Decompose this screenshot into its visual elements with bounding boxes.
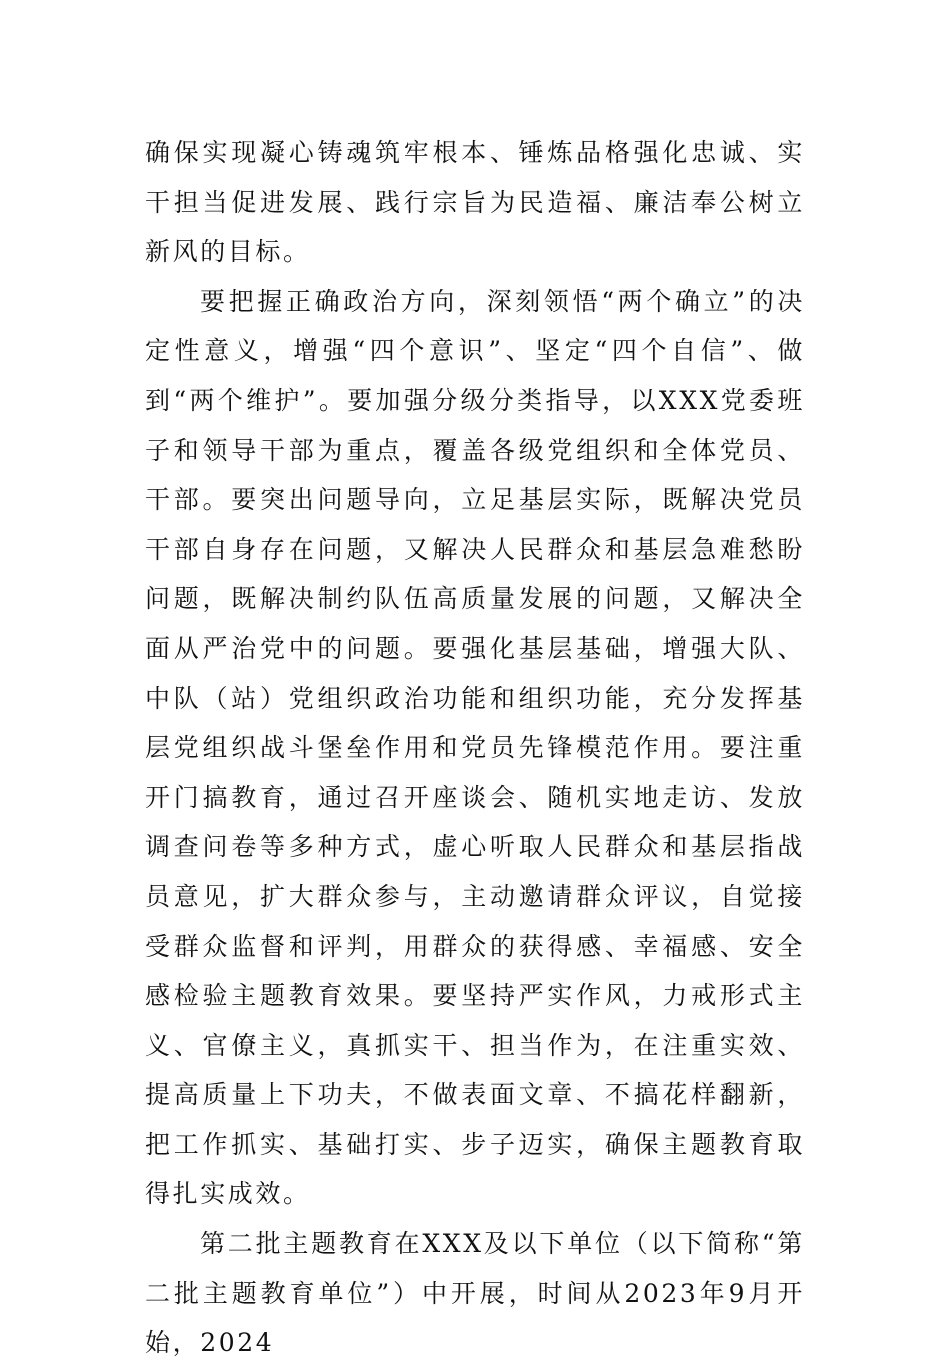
paragraph-3: 第二批主题教育在XXX及以下单位（以下简称“第二批主题教育单位”）中开展，时间从2023年9月开始，2024	[145, 1229, 805, 1358]
paragraph-1: 确保实现凝心铸魂筑牢根本、锤炼品格强化忠诚、实干担当促进发展、践行宗旨为民造福、廉洁奉公树立新风的目标。	[145, 138, 805, 267]
document-body	[145, 128, 805, 1368]
paragraph-2: 要把握正确政治方向，深刻领悟“两个确立”的决定性意义，增强“四个意识”、坚定“四个自信”、做到“两个维护”。要加强分级分类指导，以XXX党委班子和领导干部为重点，覆盖各级党组织和全体党员、干部。要突出问题导向，立足基层实际，既解决党员干部自身存在问题，又解决人民群众和基层急难愁盼问题，既解决制约队伍高质量发展的问题，又解决全面从严治党中的问题。要强化基层基础，增强大队、中队（站）党组织政治功能和组织功能，充分发挥基层党组织战斗堡垒作用和党员先锋模范作用。要注重开门搞教育，通过召开座谈会、随机实地走访、发放调查问卷等多种方式，虚心听取人民群众和基层指战员意见，扩大群众参与，主动邀请群众评议，自觉接受群众监督和评判，用群众的获得感、幸福感、安全感检验主题教育效果。要坚持严实作风，力戒形式主义、官僚主义，真抓实干、担当作为，在注重实效、提高质量上下功夫，不做表面文章、不搞花样翻新，把工作抓实、基础打实、步子迈实，确保主题教育取得扎实成效。	[145, 286, 805, 1209]
